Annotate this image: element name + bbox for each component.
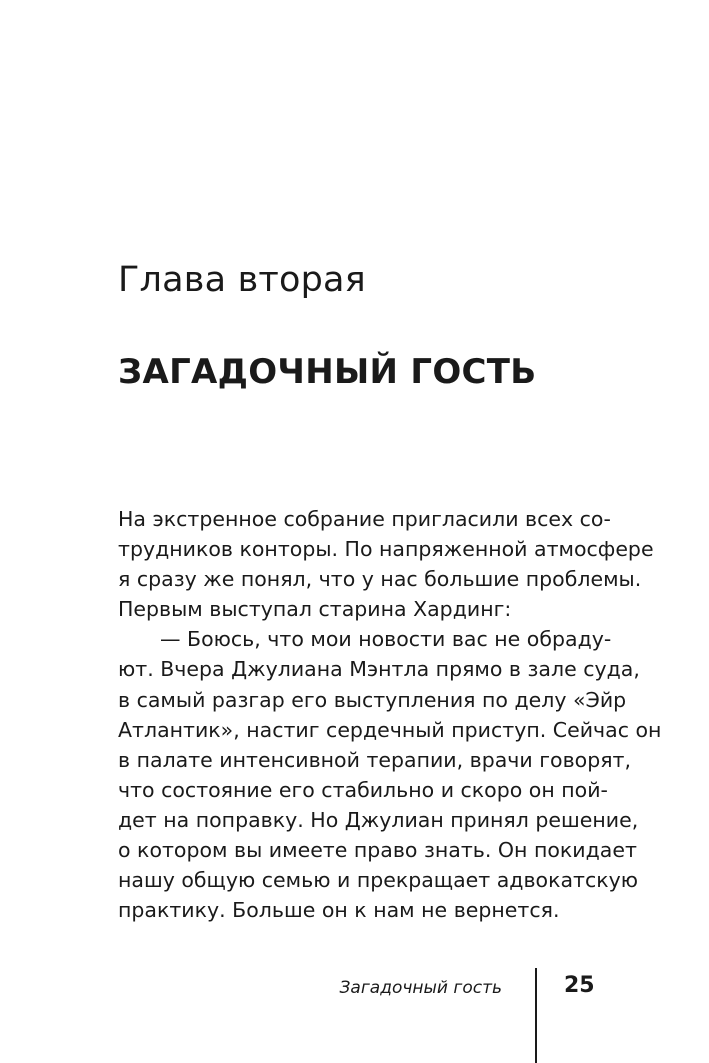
footer-divider: [535, 968, 537, 1063]
text-line: о котором вы имеете право знать. Он покидает: [118, 838, 637, 863]
text-line: в самый разгар его выступления по делу «Эйр: [118, 687, 627, 712]
text-line: практику. Больше он к нам не вернется.: [118, 898, 560, 923]
text-line: нашу общую семью и прекращает адвокатскую: [118, 868, 639, 893]
text-line: Атлантик», настиг сердечный приступ. Сейчас он: [118, 717, 662, 742]
text-line: что состояние его стабильно и скоро он пой-: [118, 777, 608, 802]
running-title: Загадочный гость: [339, 978, 502, 998]
text-line: — Боюсь, что мои новости вас не обраду-: [160, 627, 612, 652]
chapter-title: ЗАГАДОЧНЫЙ ГОСТЬ: [118, 352, 537, 392]
text-line: Первым выступал старина Хардинг:: [118, 597, 512, 622]
text-line: я сразу же понял, что у нас большие проблемы.: [118, 567, 642, 592]
text-line: дет на поправку. Но Джулиан принял решение,: [118, 807, 639, 832]
text-line: трудников конторы. По напряженной атмосфере: [118, 537, 654, 562]
text-line: На экстренное собрание пригласили всех со-: [118, 507, 611, 531]
text-line: в палате интенсивной терапии, врачи говорят,: [118, 747, 632, 772]
chapter-label: Глава вторая: [118, 260, 366, 300]
text-line: ют. Вчера Джулиана Мэнтла прямо в зале суда,: [118, 657, 640, 682]
body-text: [118, 504, 662, 925]
page-number: 25: [564, 973, 595, 998]
